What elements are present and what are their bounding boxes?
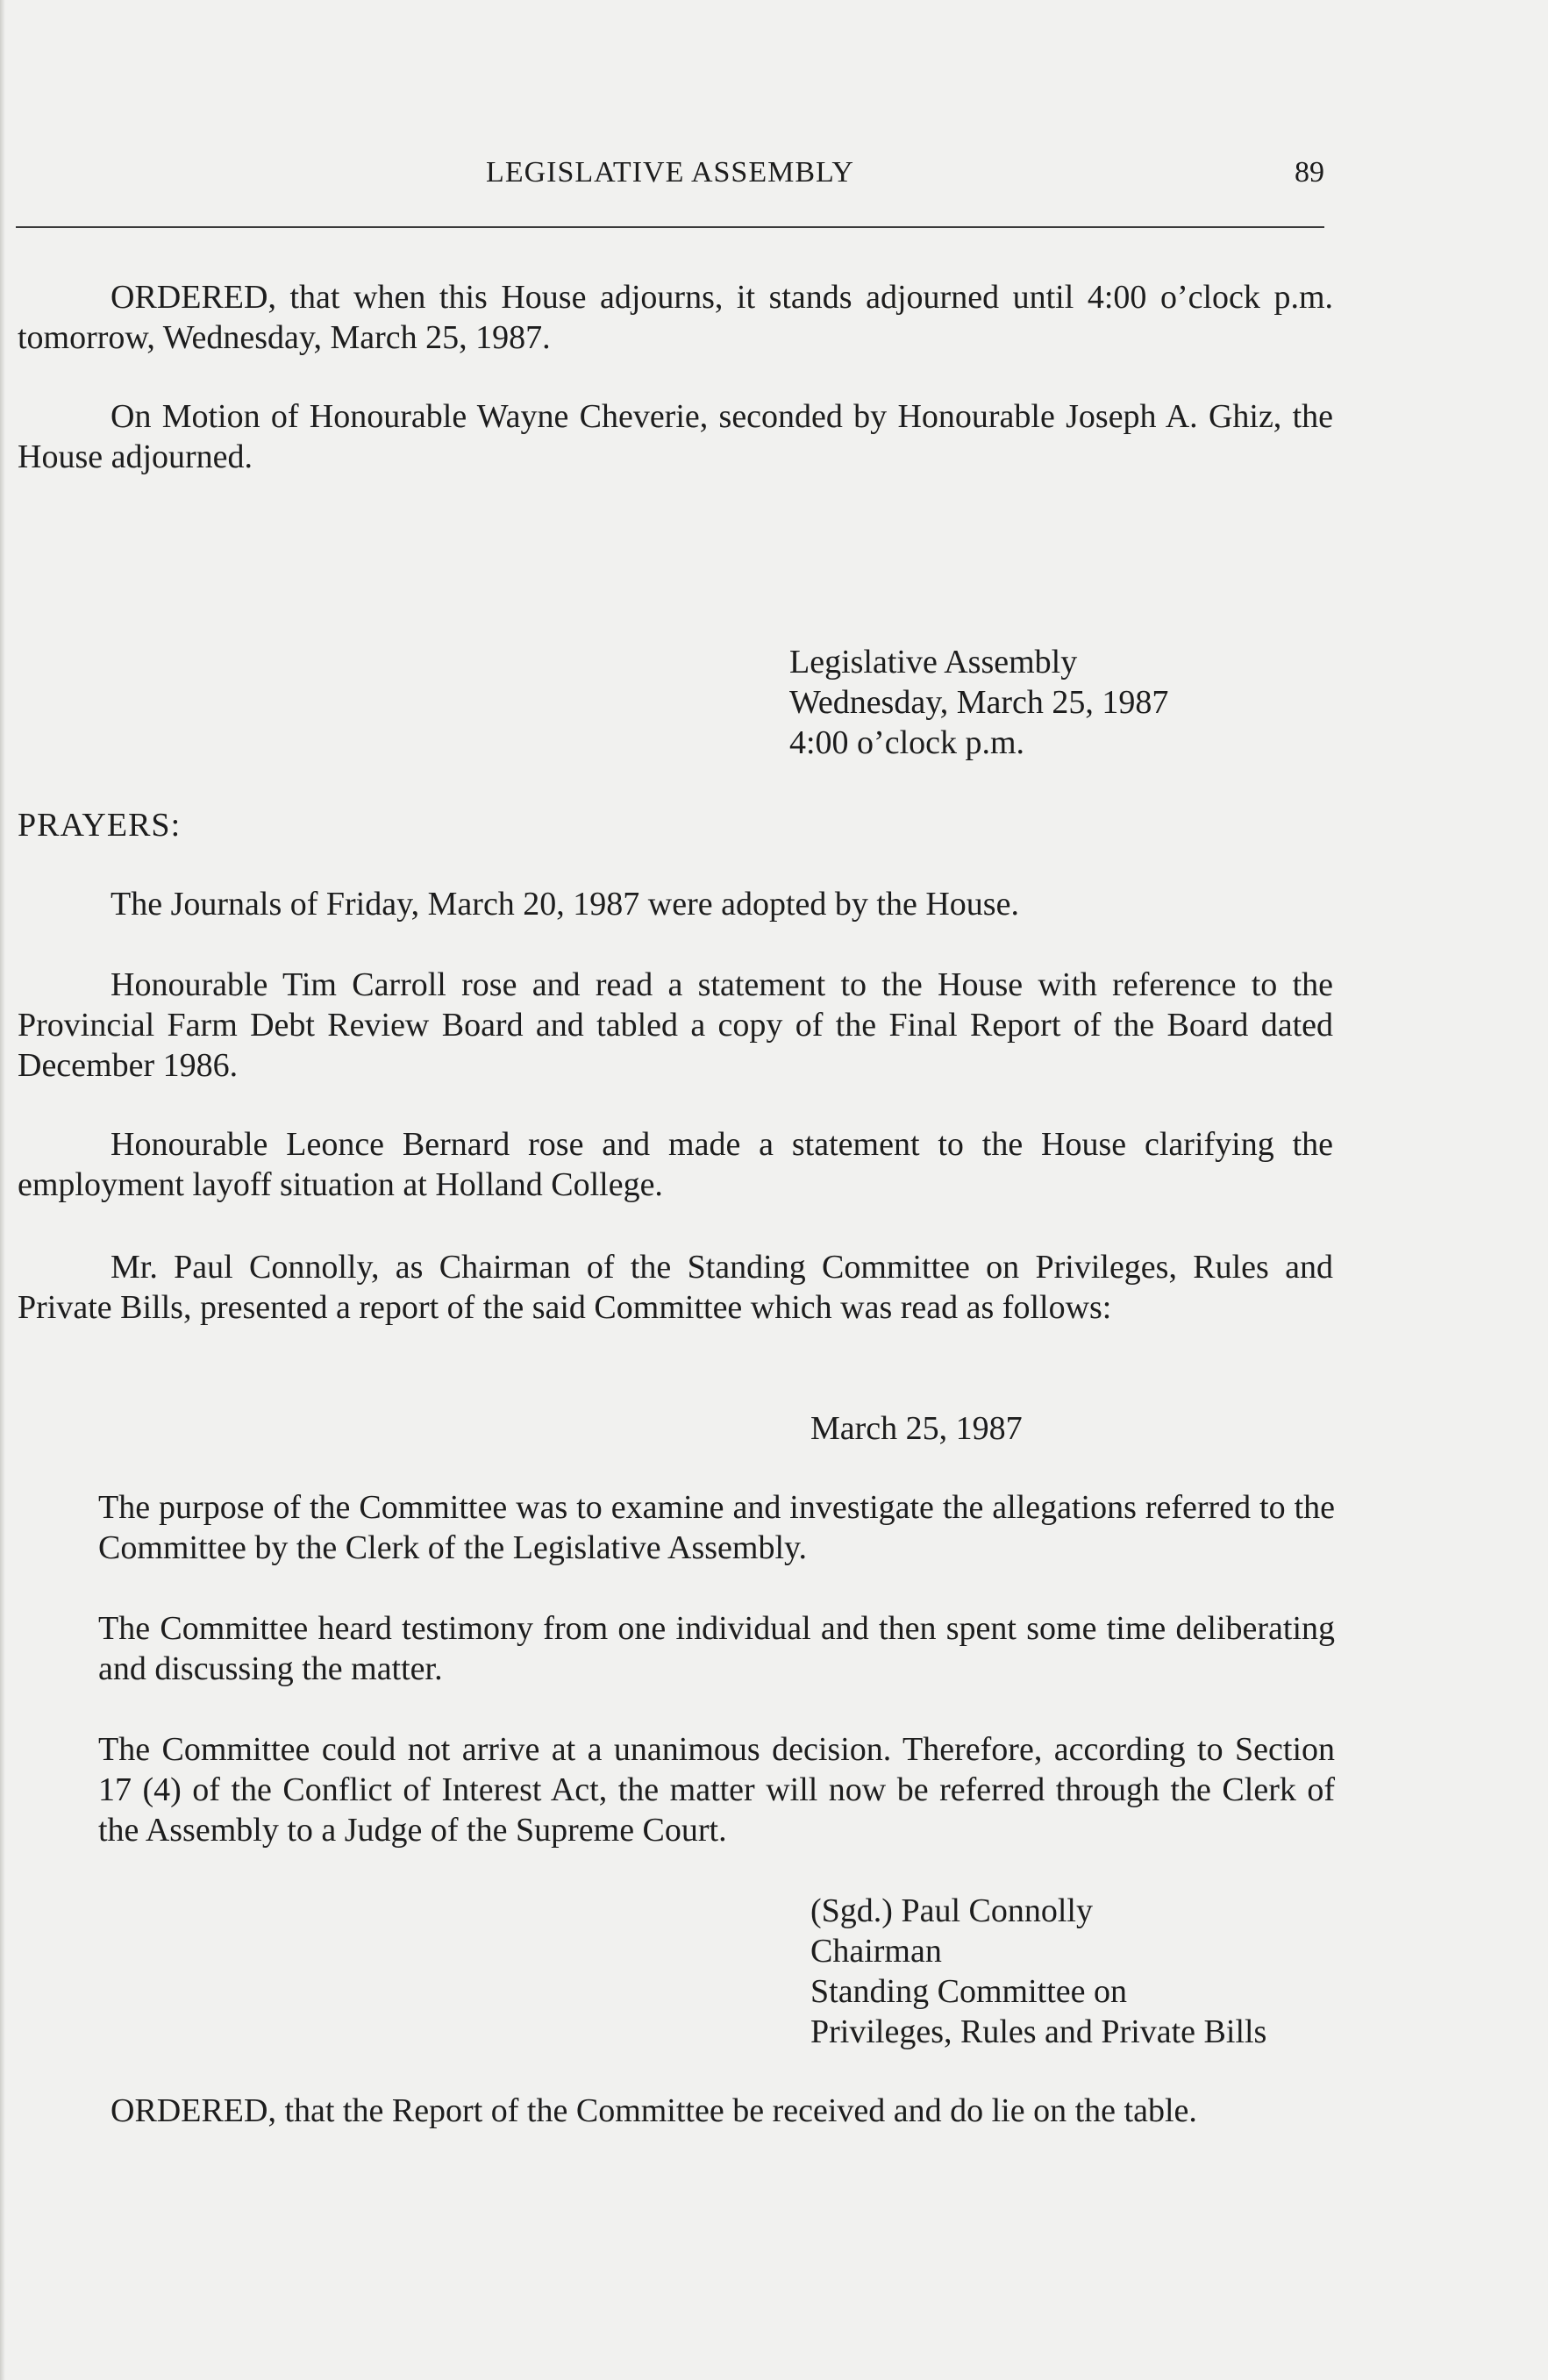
session-line-assembly: Legislative Assembly [789, 644, 1078, 681]
paragraph-bernard-statement: Honourable Leonce Bernard rose and made a statement to the House clarifying the employment layoff situation at Holland College. [18, 1126, 1333, 1203]
session-line-date: Wednesday, March 25, 1987 [789, 684, 1169, 721]
signature-committee-name: Privileges, Rules and Private Bills [810, 2013, 1267, 2050]
signature-committee: Standing Committee on [810, 1973, 1127, 2010]
session-heading [789, 642, 1333, 763]
paragraph-ordered-report: ORDERED, that the Report of the Committee be received and do lie on the table. [111, 2092, 1197, 2129]
report-paragraph-purpose: The purpose of the Committee was to examine and investigate the allegations referred to the Committee by the Clerk of the Legislative Assembly. [98, 1489, 1335, 1566]
page-header [16, 156, 1324, 200]
paragraph-ordered-adjourn: ORDERED, that when this House adjourns, it stands adjourned until 4:00 o’clock p.m. tomorrow, Wednesday, March 25, 1987. [18, 279, 1333, 356]
session-line-time: 4:00 o’clock p.m. [789, 724, 1025, 761]
page-edge-shadow [0, 0, 5, 2380]
paragraph-motion-adjourn: On Motion of Honourable Wayne Cheverie, seconded by Honourable Joseph A. Ghiz, the House adjourned. [18, 398, 1333, 475]
report-signature [810, 1891, 1354, 2052]
paragraph-journals: The Journals of Friday, March 20, 1987 were adopted by the House. [111, 886, 1019, 923]
signature-name: (Sgd.) Paul Connolly [810, 1892, 1093, 1929]
page-number: 89 [1295, 156, 1324, 189]
header-rule [16, 226, 1324, 228]
paragraph-connolly-report: Mr. Paul Connolly, as Chairman of the Standing Committee on Privileges, Rules and Private Bills, presented a report of the said Committee which was read as follows: [18, 1249, 1333, 1326]
report-date: March 25, 1987 [810, 1410, 1023, 1447]
report-paragraph-testimony: The Committee heard testimony from one individual and then spent some time deliberating and discussing the matter. [98, 1610, 1335, 1687]
header-title: LEGISLATIVE ASSEMBLY [486, 156, 854, 189]
prayers-heading: PRAYERS: [18, 807, 182, 844]
report-paragraph-decision: The Committee could not arrive at a unanimous decision. Therefore, according to Section 17 (4) of the Conflict of Interest Act, the matter will now be referred through the Clerk of the Assembly to a Judge of the Supreme Court. [98, 1731, 1335, 1849]
signature-title: Chairman [810, 1933, 942, 1970]
paragraph-carroll-statement: Honourable Tim Carroll rose and read a statement to the House with reference to the Provincial Farm Debt Review Board and tabled a copy of the Final Report of the Board dated December 1986. [18, 966, 1333, 1084]
